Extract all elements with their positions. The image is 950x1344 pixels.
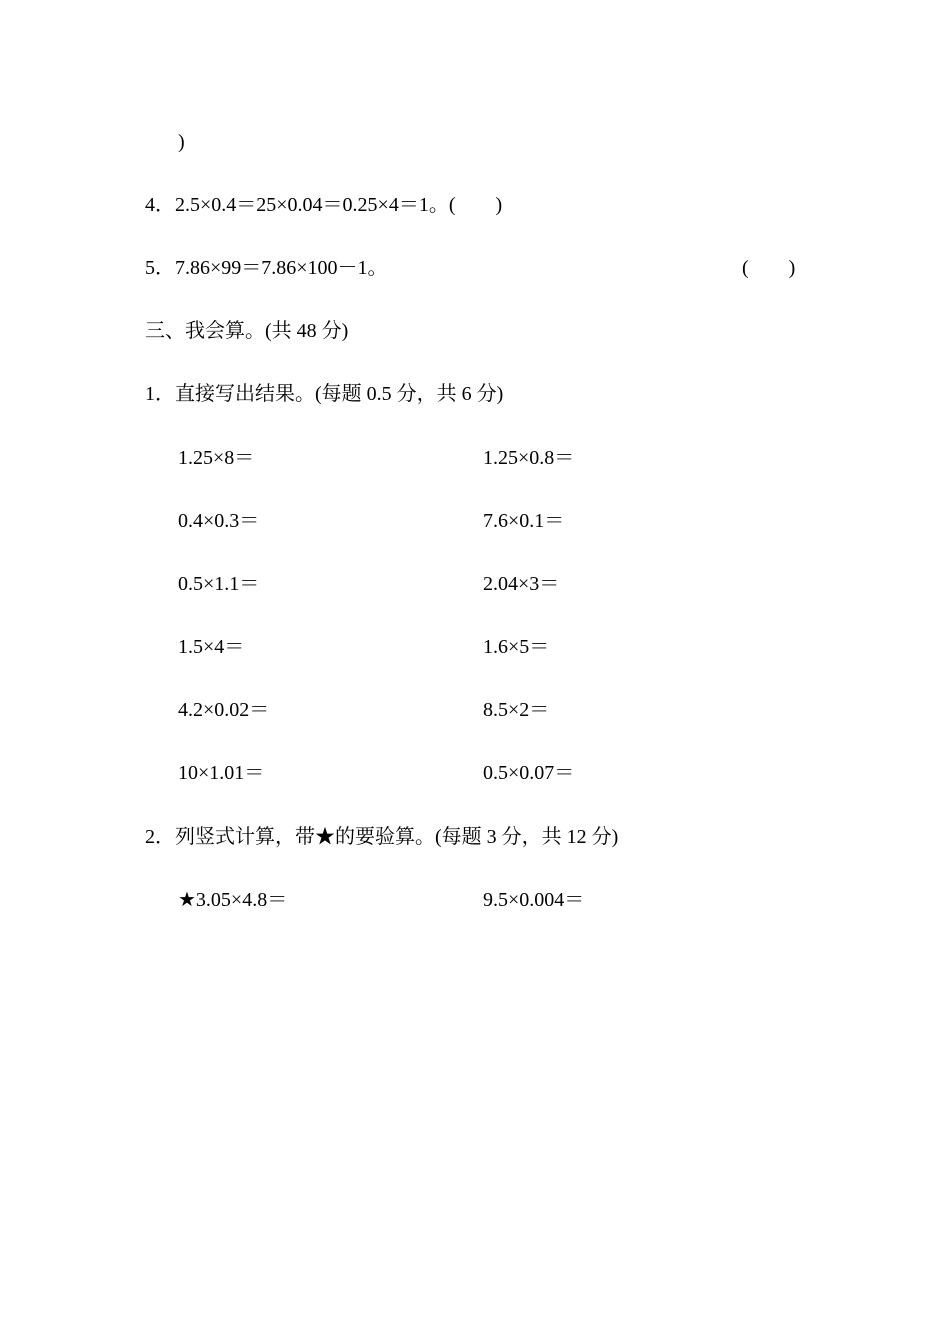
question-2-title: 2．列竖式计算，带★的要验算。(每题 3 分，共 12 分) xyxy=(145,826,619,848)
calc-item: 7.6×0.1＝ xyxy=(483,510,565,532)
item-text: 2.5×0.4＝25×0.04＝0.25×4＝1。( ) xyxy=(175,194,503,216)
calc-item: 1.6×5＝ xyxy=(483,636,550,658)
section-3-heading: 三、我会算。(共 48 分) xyxy=(145,320,349,342)
judgement-item-4 xyxy=(145,193,502,217)
calc-item: 0.4×0.3＝ xyxy=(178,510,260,532)
calc-item: 2.04×3＝ xyxy=(483,573,560,595)
calc-item: 4.2×0.02＝ xyxy=(178,699,270,721)
calc-item: 0.5×0.07＝ xyxy=(483,762,575,784)
calc-item: 10×1.01＝ xyxy=(178,762,265,784)
item-number: 4． xyxy=(145,194,175,216)
vertical-calc-item: 9.5×0.004＝ xyxy=(483,889,585,911)
calc-item: 8.5×2＝ xyxy=(483,699,550,721)
calc-item: 1.5×4＝ xyxy=(178,636,245,658)
continuation-close-paren: ) xyxy=(178,131,185,153)
item-text: 7.86×99＝7.86×100－1。 xyxy=(175,257,388,279)
judgement-item-5 xyxy=(145,256,388,280)
calc-item: 1.25×8＝ xyxy=(178,447,255,469)
vertical-calc-item: ★3.05×4.8＝ xyxy=(178,889,288,911)
answer-blank: ( ) xyxy=(742,257,796,279)
item-number: 5． xyxy=(145,257,175,279)
calc-item: 1.25×0.8＝ xyxy=(483,447,575,469)
calc-item: 0.5×1.1＝ xyxy=(178,573,260,595)
question-1-title: 1．直接写出结果。(每题 0.5 分，共 6 分) xyxy=(145,383,504,405)
